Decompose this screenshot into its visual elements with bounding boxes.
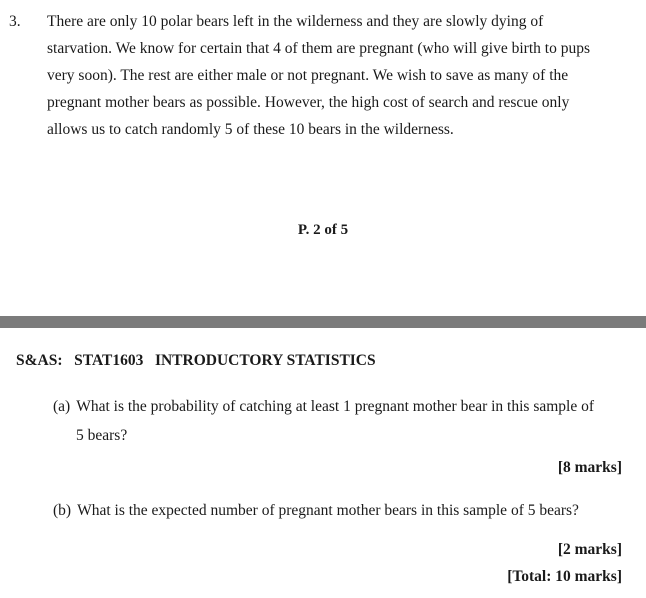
part-a-marks: [8 marks] (557, 459, 622, 476)
part-b-marks: [2 marks] (557, 541, 622, 558)
part-a-question (53, 392, 633, 450)
question-line: very soon). The rest are either male or not pregnant. We wish to save as many of the (47, 67, 569, 84)
page-number: P. 2 of 5 (297, 222, 349, 238)
question-text (47, 8, 637, 143)
part-b-text: What is the expected number of pregnant mother bears in this sample of 5 bears? (77, 502, 579, 519)
part-b-label: (b) (53, 502, 72, 519)
part-b-question (53, 496, 633, 525)
total-marks: [Total: 10 marks] (507, 568, 622, 585)
question-number: 3. (9, 13, 21, 30)
question-line: pregnant mother bears as possible. However, the high cost of search and rescue only (47, 94, 570, 111)
part-a-text-line2: 5 bears? (76, 427, 128, 444)
page-break-divider (0, 316, 646, 328)
part-a-label: (a) (53, 398, 71, 415)
part-a-text-line1: What is the probability of catching at least 1 pregnant mother bear in this sample of (76, 398, 595, 415)
question-line: starvation. We know for certain that 4 of them are pregnant (who will give birth to pups (47, 40, 590, 57)
question-line: allows us to catch randomly 5 of these 10 bears in the wilderness. (47, 121, 454, 138)
course-header: S&AS: STAT1603 INTRODUCTORY STATISTICS (16, 352, 376, 369)
question-line: There are only 10 polar bears left in the wilderness and they are slowly dying of (47, 13, 544, 30)
